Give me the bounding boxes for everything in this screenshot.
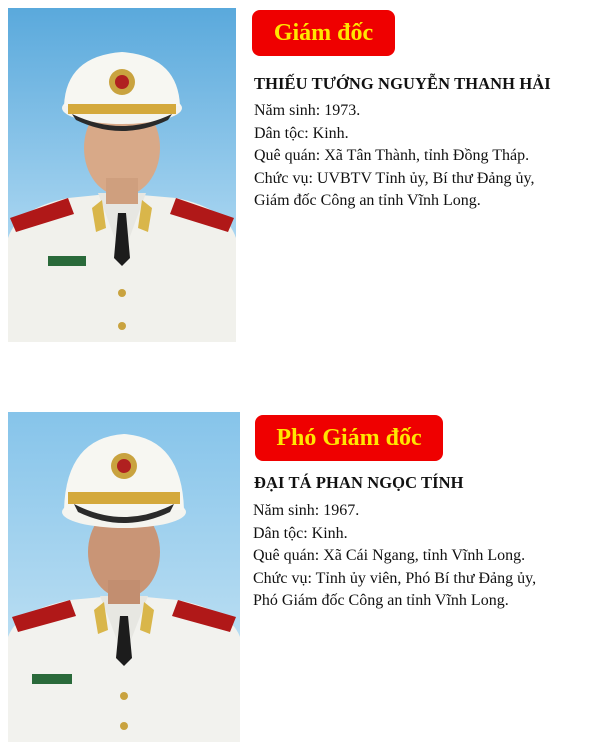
position-badge-director: Giám đốc — [252, 10, 395, 56]
position-badge-deputy-director: Phó Giám đốc — [255, 415, 443, 461]
position-line: Chức vụ: UVBTV Tỉnh ủy, Bí thư Đảng ủy, — [254, 169, 535, 187]
hometown-line: Quê quán: Xã Tân Thành, tỉnh Đồng Tháp. — [254, 147, 530, 164]
officer-name-director: THIẾU TƯỚNG NGUYỄN THANH HẢI — [254, 74, 551, 93]
hometown-line: Quê quán: Xã Cái Ngang, tỉnh Vĩnh Long. — [253, 547, 526, 564]
position-line-continued: Giám đốc Công an tỉnh Vĩnh Long. — [254, 192, 481, 209]
officer-name-deputy-director: ĐẠI TÁ PHAN NGỌC TÍNH — [254, 473, 464, 492]
portrait-photo-director — [8, 8, 236, 342]
portrait-photo-deputy-director — [8, 412, 240, 742]
ethnicity-line: Dân tộc: Kinh. — [254, 124, 349, 142]
ethnicity-line: Dân tộc: Kinh. — [253, 524, 348, 542]
officer-details-deputy-director — [253, 500, 536, 613]
birth-year-line: Năm sinh: 1967. — [253, 502, 360, 519]
position-line-continued: Phó Giám đốc Công an tỉnh Vĩnh Long. — [253, 592, 509, 609]
officer-details-director — [254, 100, 534, 213]
position-line: Chức vụ: Tỉnh ủy viên, Phó Bí thư Đảng ủy, — [253, 569, 537, 587]
birth-year-line: Năm sinh: 1973. — [254, 102, 361, 119]
